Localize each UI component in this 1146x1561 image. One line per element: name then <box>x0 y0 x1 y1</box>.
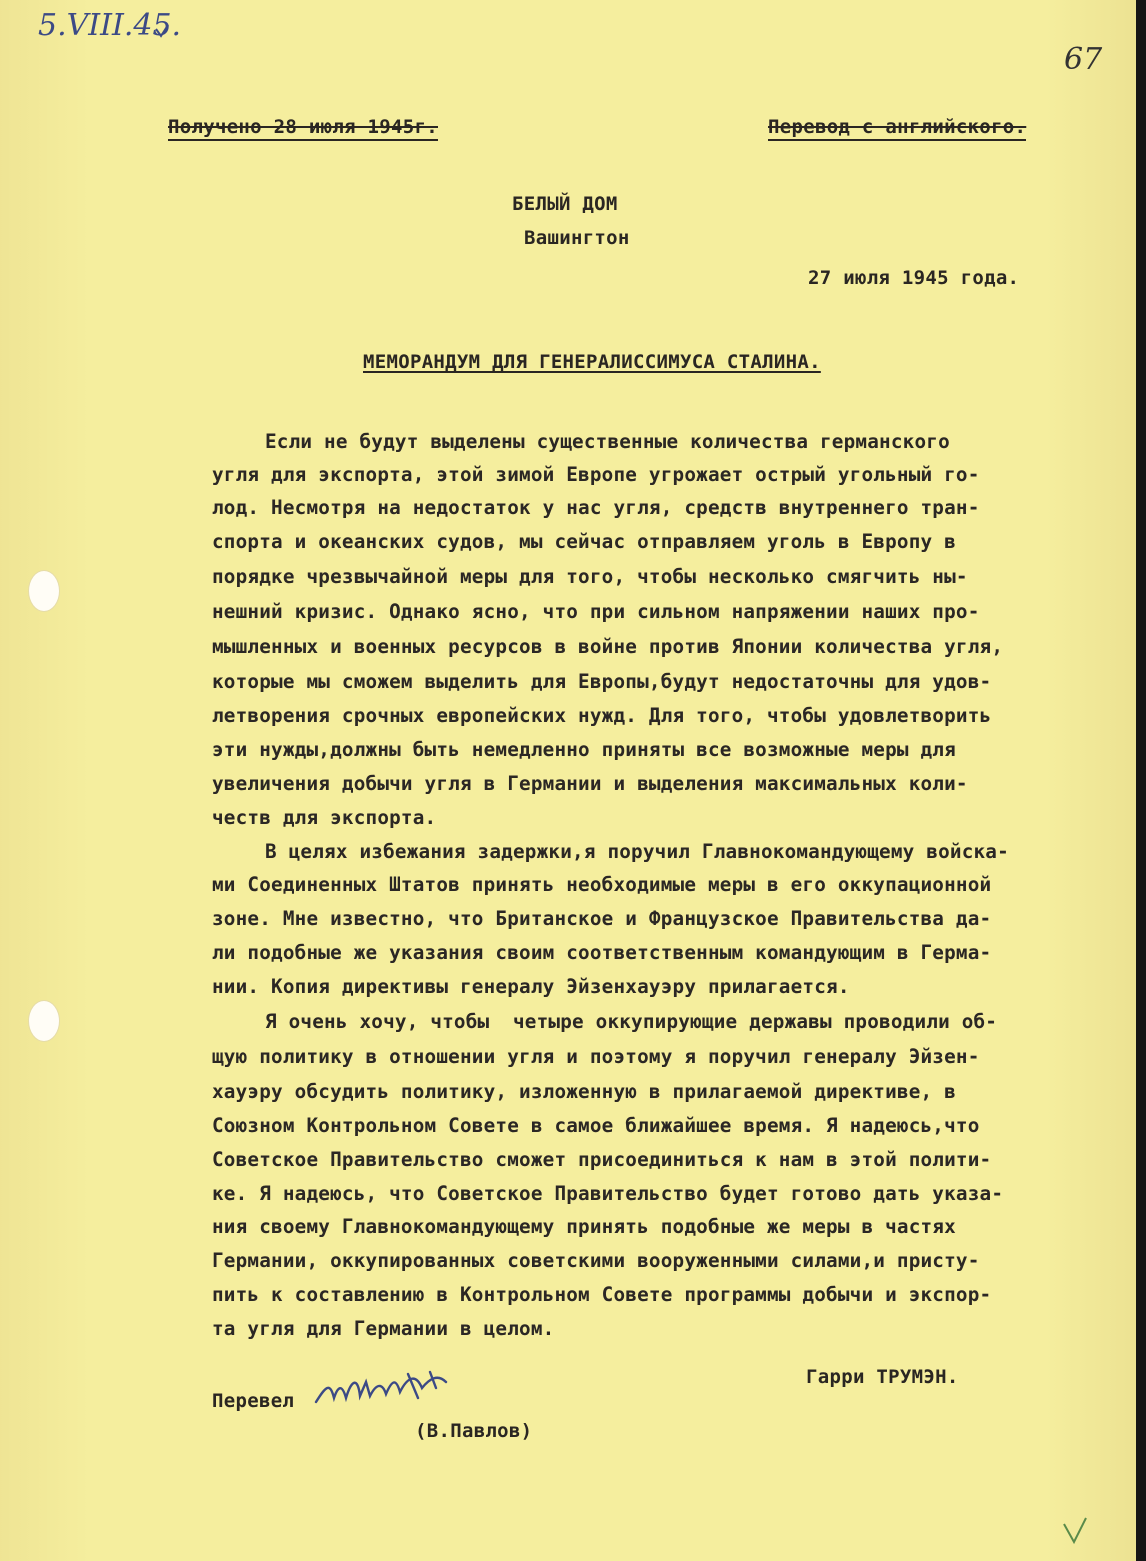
body-line: мышленных и военных ресурсов в войне против Японии количества угля, <box>212 635 1004 658</box>
check-mark-icon <box>1060 1516 1090 1546</box>
translation-note: Перевод с английского. <box>768 116 1026 141</box>
punch-hole <box>28 570 60 612</box>
body-line: В целях избежания задержки,я поручил Главнокомандующему войска- <box>265 840 1009 863</box>
letterhead-white-house: БЕЛЫЙ ДОМ <box>512 193 618 215</box>
document-date: 27 июля 1945 года. <box>808 267 1020 289</box>
body-line: порядке чрезвычайной меры для того, чтобы несколько смягчить ны- <box>212 565 968 588</box>
body-line: Я очень хочу, чтобы четыре оккупирующие державы проводили об- <box>265 1010 998 1033</box>
body-line: ми Соединенных Штатов принять необходимые меры в его оккупационной <box>212 873 992 896</box>
body-line: хауэру обсудить политику, изложенную в прилагаемой директиве, в <box>212 1080 956 1103</box>
body-line: Если не будут выделены существенные количества германского <box>265 430 950 453</box>
body-line: нии. Копия директивы генералу Эйзенхауэру прилагается. <box>212 975 850 998</box>
memo-title: МЕМОРАНДУМ ДЛЯ ГЕНЕРАЛИССИМУСА СТАЛИНА. <box>363 351 821 373</box>
translator-name: (В.Павлов) <box>415 1420 533 1442</box>
letterhead-washington: Вашингтон <box>524 227 630 249</box>
punch-hole <box>28 1000 60 1042</box>
body-line: зоне. Мне известно, что Британское и Французское Правительства да- <box>212 907 992 930</box>
check-mark-icon <box>155 24 169 38</box>
translator-label: Перевел <box>212 1390 295 1412</box>
body-line: щую политику в отношении угля и поэтому я поручил генералу Эйзен- <box>212 1045 980 1068</box>
body-line: Германии, оккупированных советскими вооруженными силами,и присту- <box>212 1249 980 1272</box>
body-line: Союзном Контрольном Совете в самое ближайшее время. Я надеюсь,что <box>212 1114 980 1137</box>
body-line: спорта и океанских судов, мы сейчас отправляем уголь в Европу в <box>212 530 956 553</box>
received-stamp: Получено 28 июля 1945г. <box>168 116 438 141</box>
body-line: честв для экспорта. <box>212 806 437 829</box>
body-line: эти нужды,должны быть немедленно приняты все возможные меры для <box>212 738 956 761</box>
body-line: увеличения добычи угля в Германии и выделения максимальных коли- <box>212 772 968 795</box>
body-line: нешний кризис. Однако ясно, что при сильном напряжении наших про- <box>212 600 980 623</box>
body-line: ли подобные же указания своим соответственным командующим в Герма- <box>212 941 992 964</box>
body-line: лод. Несмотря на недостаток у нас угля, средств внутреннего тран- <box>212 496 980 519</box>
body-line: которые мы сможем выделить для Европы,будут недостаточны для удов- <box>212 670 992 693</box>
body-line: ке. Я надеюсь, что Советское Правительство будет готово дать указа- <box>212 1182 1004 1205</box>
body-line: летворения срочных европейских нужд. Для того, чтобы удовлетворить <box>212 704 992 727</box>
handwritten-signature <box>312 1368 462 1410</box>
handwritten-date: 5.VIII.45. <box>38 8 182 43</box>
signature-truman: Гарри ТРУМЭН. <box>806 1366 959 1388</box>
body-line: Советское Правительство сможет присоединиться к нам в этой полити- <box>212 1148 992 1171</box>
body-line: та угля для Германии в целом. <box>212 1317 555 1340</box>
body-line: ния своему Главнокомандующему принять подобные же меры в частях <box>212 1215 956 1238</box>
page-number: 67 <box>1064 42 1103 77</box>
body-line: угля для экспорта, этой зимой Европе угрожает острый угольный го- <box>212 463 980 486</box>
body-line: пить к составлению в Контрольном Совете программы добычи и экспор- <box>212 1283 992 1306</box>
scan-edge <box>1136 0 1146 1561</box>
